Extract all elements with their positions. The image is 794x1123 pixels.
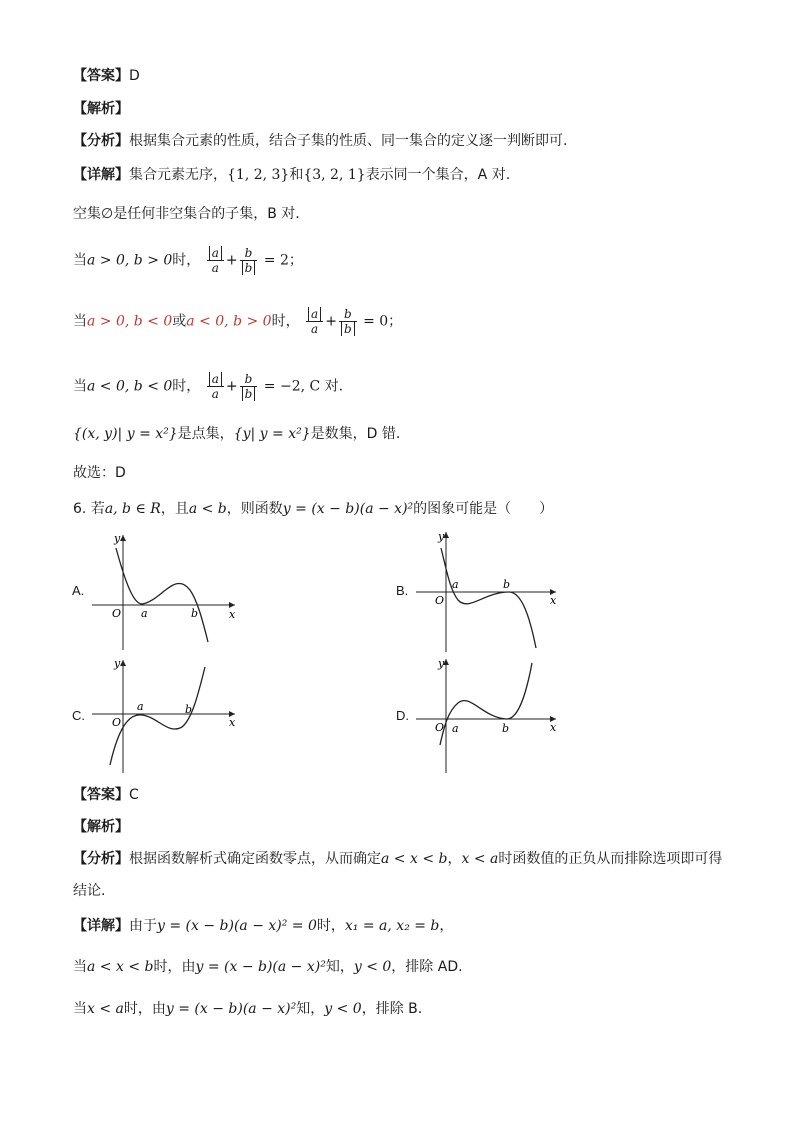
c-b-label: b	[185, 703, 193, 716]
c-o-label: O	[112, 716, 122, 729]
a-o-label: O	[112, 607, 122, 620]
c-y-label: y	[114, 657, 121, 670]
option-a-graph[interactable]	[90, 530, 250, 655]
analysis-tag-2: 【解析】	[73, 819, 129, 835]
option-b-label[interactable]: B.	[396, 583, 409, 598]
choose-line-1: 故选：D	[73, 465, 126, 481]
fenxi-line-2b: 结论.	[73, 883, 106, 899]
b-o-label: O	[435, 594, 445, 607]
answer-tag: 【答案】	[73, 68, 129, 84]
a-b-label: b	[191, 607, 199, 620]
frac-b-over-abs-b: $\frac{b}{b}$	[240, 246, 258, 275]
b-a-label: a	[452, 578, 459, 591]
analysis-tag-1: 【解析】	[73, 101, 129, 117]
fenxi-line-2: 【分析】根据函数解析式确定函数零点，从而确定a < x < b，x < a时函数值的正负从而排除选项即可得	[73, 851, 723, 867]
c-x-label: x	[229, 716, 236, 729]
fenxi-line-1: 【分析】根据集合元素的性质，结合子集的性质、同一集合的定义逐一判断即可.	[73, 133, 568, 149]
answer-value: D	[129, 68, 140, 84]
xiangjie-line-2: 【详解】由于y = (x − b)(a − x)² = 0时，x₁ = a, x₂ = b，	[73, 918, 454, 934]
d-a-label: a	[452, 722, 459, 735]
b-b-label: b	[503, 578, 511, 591]
d-x-label: x	[550, 721, 557, 734]
case2-line: 当a > 0, b < 0或a < 0, b > 0时， $\frac{a}{a}$ + $\frac{b}{b}$ = 0；	[73, 307, 403, 336]
option-c-graph[interactable]	[90, 655, 245, 775]
xiangjie-line-1: 【详解】集合元素无序，{1, 2, 3}和{3, 2, 1}表示同一个集合，A 对.	[73, 167, 511, 183]
a-a-label: a	[141, 607, 148, 620]
b-x-label: x	[550, 594, 557, 607]
answer-line-1	[73, 66, 140, 86]
a-y-label: y	[114, 532, 121, 545]
b-y-label: y	[438, 530, 445, 543]
set-type-line: {(x, y)| y = x²}是点集，{y| y = x²}是数集，D 错.	[73, 426, 401, 442]
d-b-label: b	[502, 722, 510, 735]
d-o-label: O	[435, 721, 445, 734]
d-y-label: y	[438, 657, 445, 670]
a-x-label: x	[229, 608, 236, 621]
frac-abs-a-over-a: $\frac{a}{a}$	[207, 246, 224, 275]
option-d-graph[interactable]	[414, 655, 564, 775]
answer-line-2: 【答案】C	[73, 787, 139, 803]
option-b-graph[interactable]	[414, 528, 564, 656]
xiangjie-line-4: 当x < a时，由y = (x − b)(a − x)²知，y < 0，排除 B.	[73, 1001, 423, 1017]
option-c-label[interactable]: C.	[72, 708, 85, 723]
case1-line: 当a > 0, b > 0时， $\frac{a}{a}$ + $\frac{b}{b}$ = 2；	[73, 246, 303, 275]
case3-line: 当a < 0, b < 0时， $\frac{a}{a}$ + $\frac{b}{b}$ = −2, C 对.	[73, 372, 344, 401]
xiangjie-line-3: 当a < x < b时，由y = (x − b)(a − x)²知，y < 0，排除 AD.	[73, 959, 463, 975]
c-a-label: a	[137, 700, 144, 713]
option-d-label[interactable]: D.	[396, 708, 409, 723]
option-a-label[interactable]: A.	[72, 583, 85, 598]
empty-set-line: 空集∅是任何非空集合的子集，B 对.	[73, 206, 300, 222]
question-6: 6. 若a, b ∈ R，且a < b，则函数y = (x − b)(a − x)²的图象可能是（ ）	[73, 501, 554, 517]
